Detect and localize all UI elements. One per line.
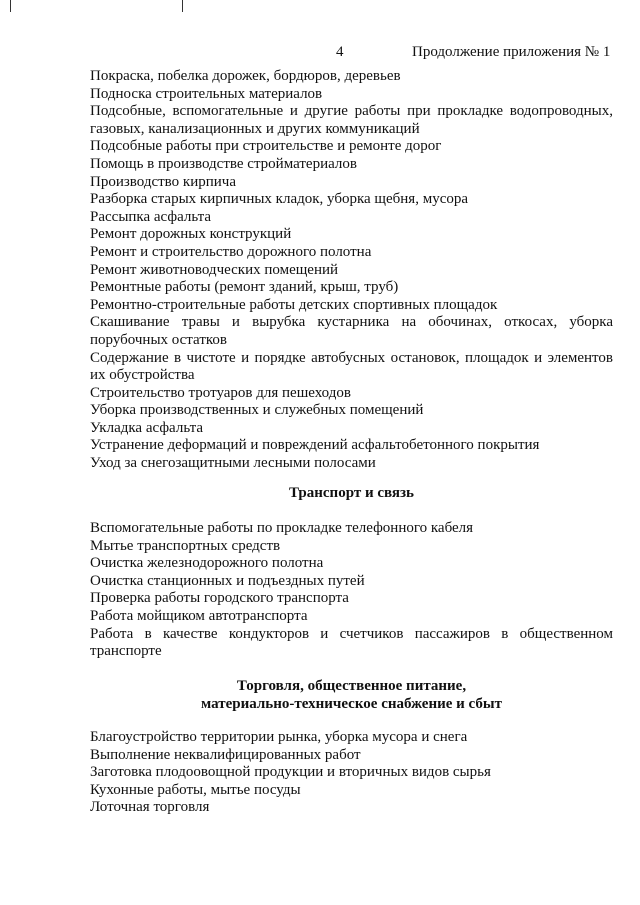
- list-item: Укладка асфальта: [90, 419, 203, 436]
- list-item: Подноска строительных материалов: [90, 85, 323, 102]
- list-item: Уборка производственных и служебных помещений: [90, 402, 424, 419]
- list-item: Ремонтно-строительные работы детских спортивных площадок: [90, 296, 498, 313]
- list-item: Ремонтные работы (ремонт зданий, крыш, труб): [90, 279, 399, 296]
- list-item: Кухонные работы, мытье посуды: [90, 781, 301, 798]
- list-item: Покраска, побелка дорожек, бордюров, деревьев: [90, 68, 401, 84]
- list-item: Лоточная торговля: [90, 799, 210, 816]
- scan-edge-mark: [10, 0, 11, 12]
- list-item: Ремонт животноводческих помещений: [90, 261, 339, 278]
- section-heading-trade-line1: Торговля, общественное питание,: [236, 678, 467, 694]
- list-item: Ремонт и строительство дорожного полотна: [90, 243, 372, 260]
- list-item: Проверка работы городского транспорта: [90, 590, 349, 607]
- list-item: Рассыпка асфальта: [90, 208, 212, 225]
- section-heading-transport: Транспорт и связь: [288, 485, 414, 501]
- work-list-trade: [90, 729, 613, 817]
- list-item: Производство кирпича: [90, 173, 236, 190]
- list-item: Устранение деформаций и повреждений асфальтобетонного покрытия: [90, 437, 540, 454]
- list-item: Подсобные работы при строительстве и ремонте дорог: [90, 138, 442, 155]
- list-item: Очистка станционных и подъездных путей: [90, 572, 365, 589]
- scan-edge-mark: [182, 0, 183, 12]
- list-item: Содержание в чистоте и порядке автобусных остановок, площадок и элементов их обустройства: [90, 349, 613, 384]
- list-item: Работа мойщиком автотранспорта: [90, 607, 308, 624]
- page-number: 4: [336, 44, 344, 60]
- list-item: Уход за снегозащитными лесными полосами: [90, 455, 376, 472]
- list-item: Строительство тротуаров для пешеходов: [90, 384, 351, 401]
- list-item: Работа в качестве кондукторов и счетчиков пассажиров в общественном транспорте: [90, 625, 613, 660]
- list-item: Скашивание травы и вырубка кустарника на обочинах, откосах, уборка порубочных остатков: [90, 314, 613, 348]
- list-item: Выполнение неквалифицированных работ: [90, 746, 361, 763]
- list-item: Благоустройство территории рынка, уборка мусора и снега: [90, 729, 468, 745]
- appendix-continuation-label: Продолжение приложения № 1: [412, 44, 611, 60]
- section-heading-trade-line2: материально-техническое снабжение и сбыт: [201, 696, 502, 712]
- list-item: Мытье транспортных средств: [90, 537, 281, 554]
- list-item: Вспомогательные работы по прокладке телефонного кабеля: [90, 520, 474, 536]
- list-item: Заготовка плодоовощной продукции и вторичных видов сырья: [90, 764, 491, 781]
- list-item: Помощь в производстве стройматериалов: [90, 155, 357, 172]
- work-list-transport: [90, 520, 613, 661]
- list-item: Очистка железнодорожного полотна: [90, 555, 324, 572]
- work-list-construction: [90, 68, 613, 473]
- list-item: Ремонт дорожных конструкций: [90, 226, 292, 243]
- list-item: Подсобные, вспомогательные и другие работы при прокладке водопроводных, газовых, канализационных и других коммуникаций: [90, 103, 613, 137]
- list-item: Разборка старых кирпичных кладок, уборка щебня, мусора: [90, 191, 469, 208]
